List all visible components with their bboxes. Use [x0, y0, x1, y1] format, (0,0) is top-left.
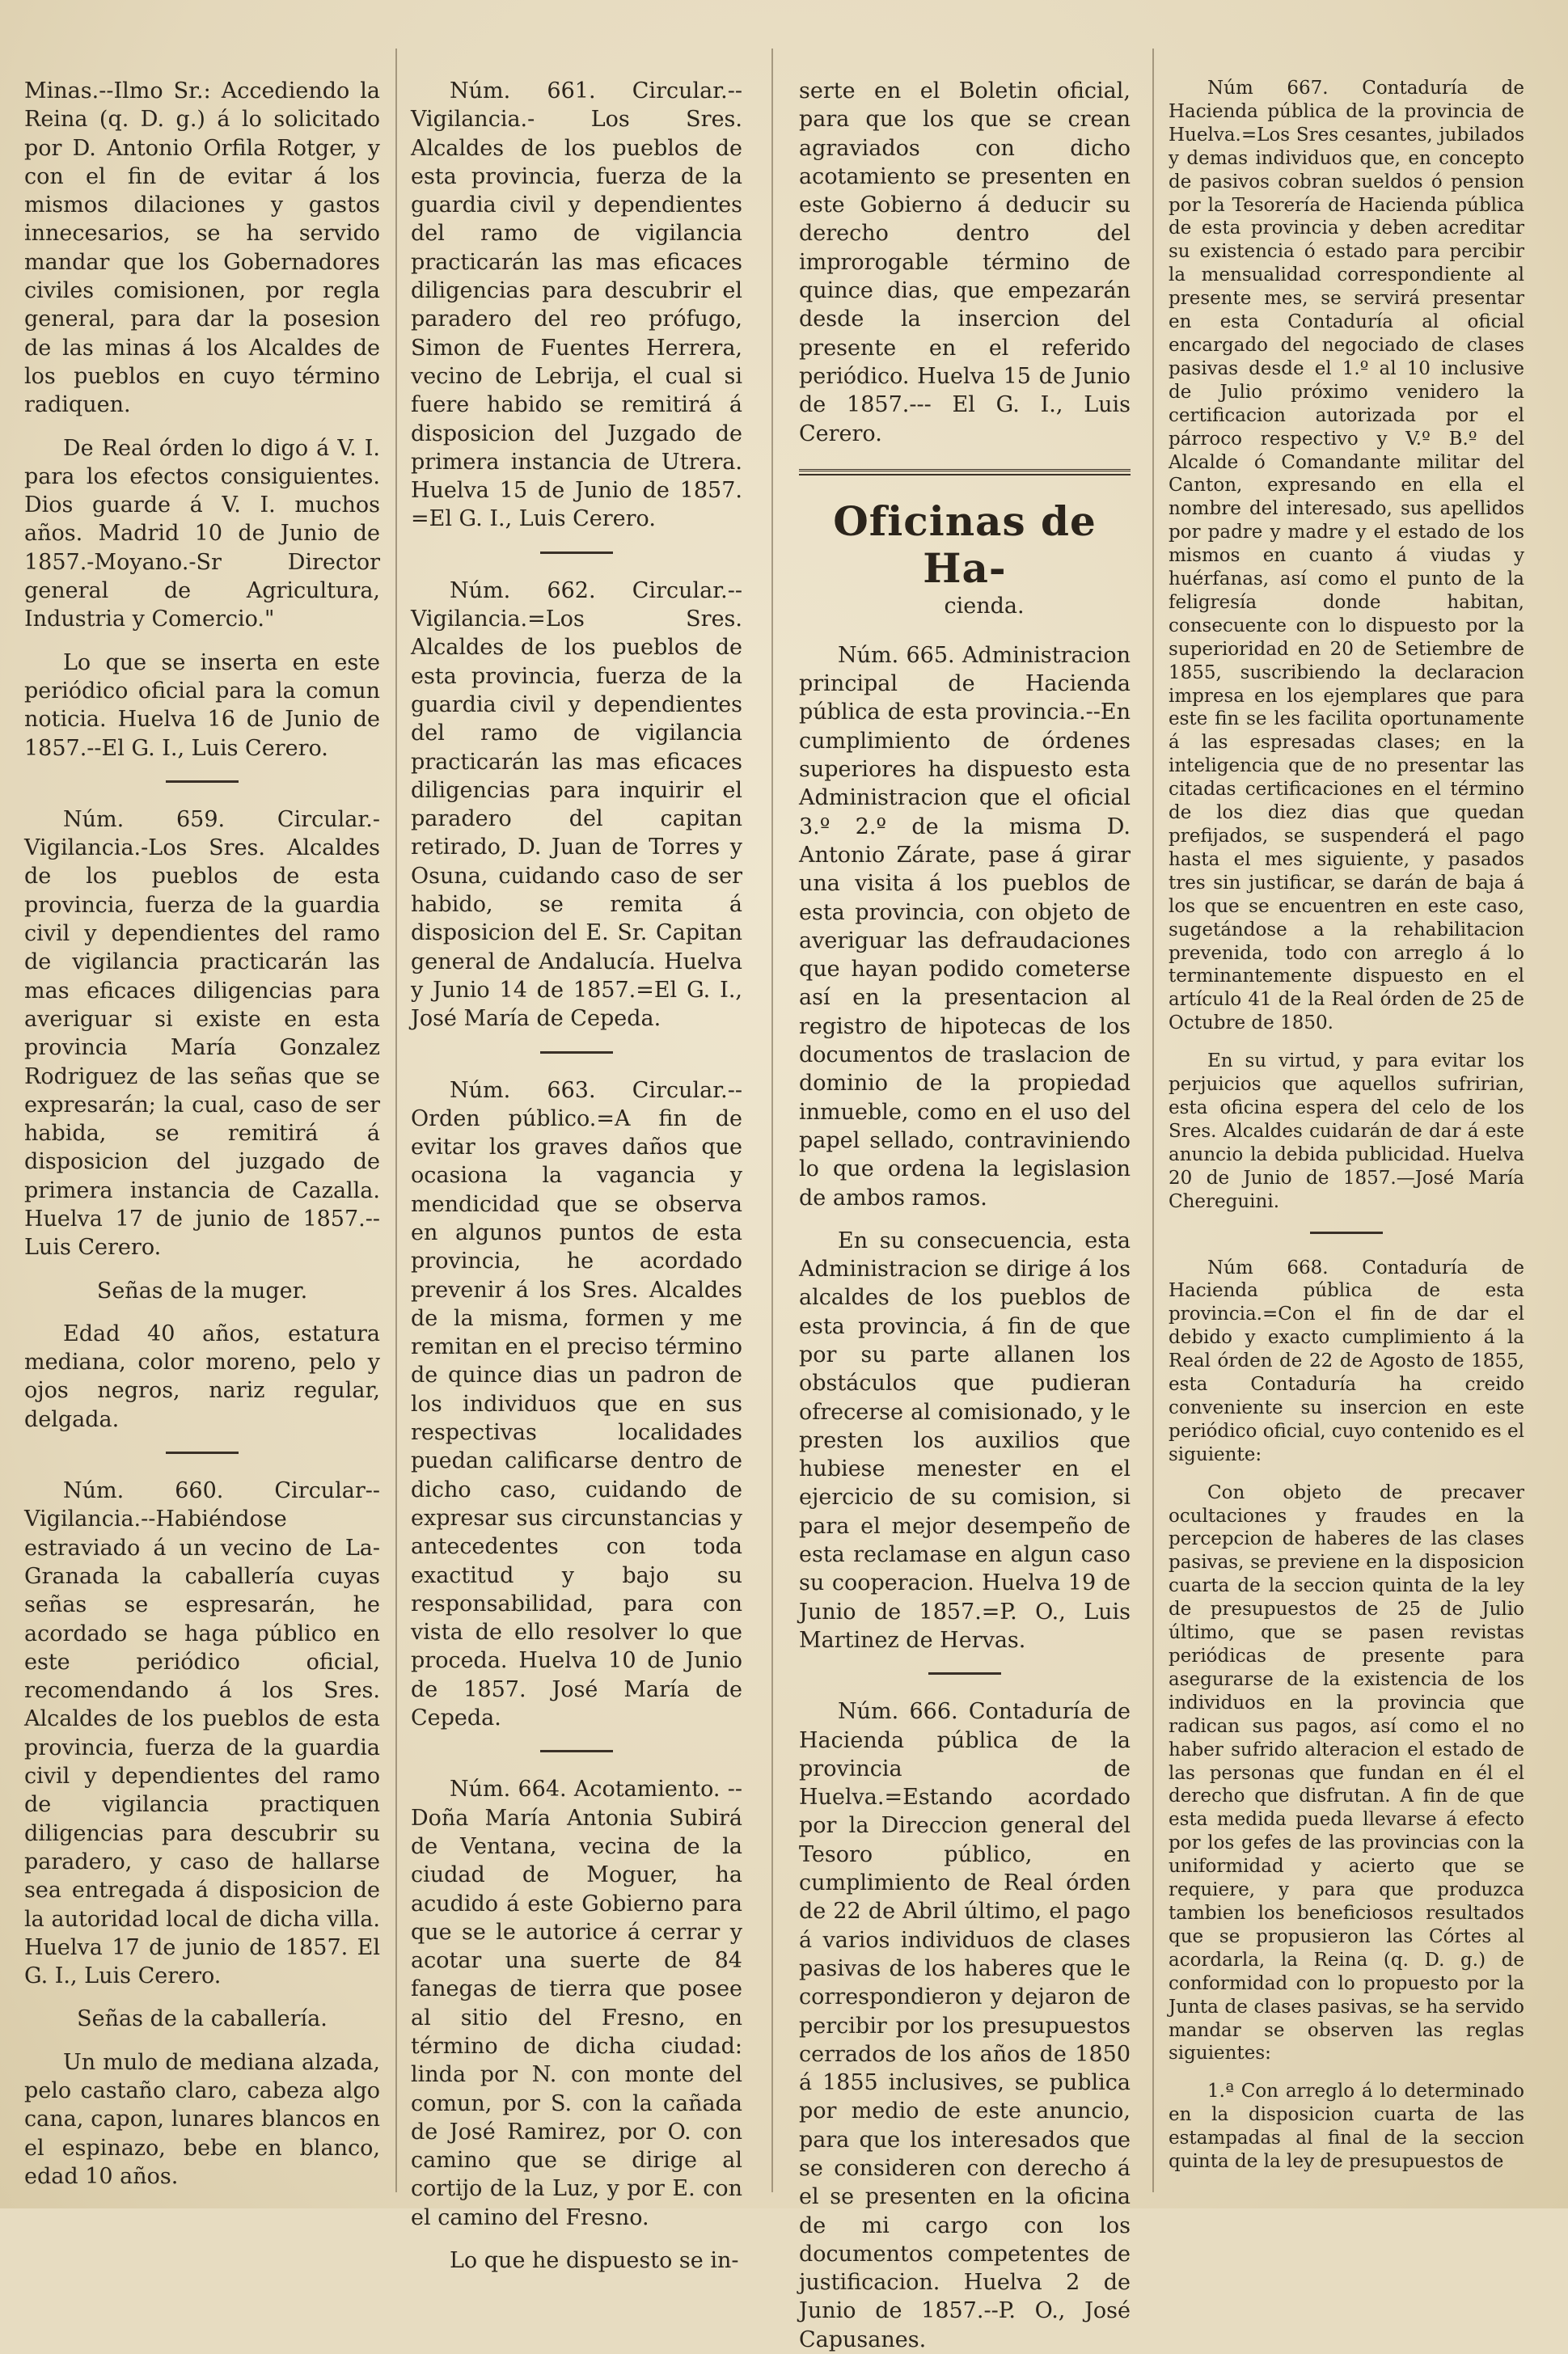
- article-paragraph: Núm 667. Contaduría de Hacienda pública de la provincia de Huelva.=Los Sres cesantes, jubilados y demas individuos que, en concepto de pasivos cobran sueldos ó pension por la Tesorería de Hacienda pública de esta provincia y deben acreditar su existencia ó estado para percibir la mensualidad correspondiente al presente mes, se servirá presentar en esta Contaduría al oficial encargado del negociado de clases pasivas desde el 1.º al 10 inclusive de Julio próximo venidero la certificacion autorizada por el párroco respectivo y V.º B.º del Alcalde ó Comandante militar del Canton, expresando en ella el nombre del interesado, sus apellidos por padre y madre y el estado de los mismos en cuanto á viudas y huérfanas, así como el punto de la feligresía donde habitan, consecuente con lo dispuesto por la superioridad en 20 de Setiembre de 1855, suscribiendo la declaracion impresa en los ejemplares que para este fin se les facilita oportunamente á las espresadas clases; en la inteligencia que de no presentar las citadas certificaciones en el término de los diez dias que quedan prefijados, se suspenderá el pago hasta el mes siguiente, y pasados tres sin justificar, se darán de baja á los que se encuentren en este caso, sugetándose a la rehabilitacion prevenida, todo con arreglo á lo terminantemente dispuesto en el artículo 41 de la Real órden de 25 de Octubre de 1850.: [1169, 78, 1524, 1034]
- section-heading-continuation: cienda.: [944, 593, 1025, 619]
- column-2: [411, 77, 742, 2274]
- separator: [540, 1750, 613, 1752]
- article-paragraph: Un mulo de mediana alzada, pelo castaño claro, cabeza algo cana, capon, lunares blancos en el espinazo, bebe en blanco, edad 10 años.: [24, 2049, 380, 2189]
- article-paragraph: Minas.--Ilmo Sr.: Accediendo la Reina (q. D. g.) á lo solicitado por D. Antonio Orfila Rotger, y con el fin de evitar á los mismos dilaciones y gastos innecesarios, se ha servido mandar que los Gobernadores civiles comisionen, por regla general, para dar la posesion de las minas á los Alcaldes de los pueblos en cuyo término radiquen.: [24, 78, 380, 418]
- article-paragraph: Con objeto de precaver ocultaciones y fraudes en la percepcion de haberes de las clases pasivas, se previene en la disposicion cuarta de la seccion quinta de la ley de presupuestos de 25 de Julio último, que se pasen revistas periódicas de presente para asegurarse de la existencia de los individuos en la provincia que radican sus pagos, así como el no haber sufrido alteracion el estado de las personas que fundan en él el derecho que disfrutan. A fin de que esta medida pueda llevarse á efecto por los gefes de las provincias con la uniformidad y acierto que se requiere, y para que produzca tambien los beneficiosos resultados que se propusieron las Córtes al acordarla, la Reina (q. D. g.) de conformidad con lo propuesto por la Junta de clases pasivas, se ha servido mandar se observen las reglas siguientes:: [1169, 1481, 1524, 2065]
- subheading: Señas de la caballería.: [77, 2006, 328, 2032]
- article-paragraph: Núm. 661. Circular.--Vigilancia.- Los Sres. Alcaldes de los pueblos de esta provincia, fuerza de la guardia civil y dependientes del ramo de vigilancia practicarán las mas eficaces diligencias para descubrir el paradero del reo prófugo, Simon de Fuentes Herrera, vecino de Lebrija, el cual si fuere habido se remitirá á disposicion del Juzgado de primera instancia de Utrera. Huelva 15 de Junio de 1857. =El G. I., Luis Cerero.: [411, 78, 742, 532]
- column-rule: [1152, 49, 1154, 2192]
- article-paragraph: Núm. 660. Circular--Vigilancia.--Habiéndose estraviado á un vecino de La-Granada la caballería cuyas señas se espresarán, he acordado se haga público en este periódico oficial, recomendando á los Sres. Alcaldes de los pueblos de esta provincia, fuerza de la guardia civil y dependientes del ramo de vigilancia practiquen diligencias para descubrir su paradero, y caso de hallarse sea entregada á disposicion de la autoridad local de dicha villa. Huelva 17 de junio de 1857. El G. I., Luis Cerero.: [24, 1478, 380, 1989]
- article-paragraph: 1.ª Con arreglo á lo determinado en la disposicion cuarta de las estampadas al final de la seccion quinta de la ley de presupuestos de: [1169, 2081, 1524, 2173]
- column-4: [1169, 77, 1524, 2208]
- article-paragraph: Núm. 663. Circular.--Orden público.=A fin de evitar los graves daños que ocasiona la vagancia y mendicidad que se observa en algunos puntos de esta provincia, he acordado prevenir á los Sres. Alcaldes de la misma, formen y me remitan en el preciso término de quince dias un padron de los individuos que en sus respectivas localidades puedan calificarse dentro de dicho caso, cuidando de expresar sus circunstancias y antecedentes con toda exactitud y bajo su responsabilidad, para con vista de ello resolver lo que proceda. Huelva 10 de Junio de 1857. José María de Cepeda.: [411, 1077, 742, 1731]
- article-paragraph: En su virtud, y para evitar los perjuicios que aquellos sufririan, esta oficina espera del celo de los Sres. Alcaldes cuidarán de dar á este anuncio la debida publicidad. Huelva 20 de Junio de 1857.—José María Chereguini.: [1169, 1050, 1524, 1212]
- article-paragraph: Lo que he dispuesto se in-: [450, 2248, 739, 2274]
- separator: [540, 552, 613, 554]
- article-paragraph: Núm 668. Contaduría de Hacienda pública de esta provincia.=Con el fin de dar el debido y exacto cumplimiento á la Real órden de 22 de Agosto de 1855, esta Contaduría ha creido conveniente su insercion en este periódico oficial, cuyo contenido es el siguiente:: [1169, 1257, 1524, 1465]
- article-paragraph: serte en el Boletin oficial, para que los que se crean agraviados con dicho acotamiento se presenten en este Gobierno á deducir su derecho dentro del improrogable término de quince dias, que empezarán desde la insercion del presente en el referido periódico. Huelva 15 de Junio de 1857.--- El G. I., Luis Cerero.: [799, 78, 1131, 446]
- separator: [540, 1051, 613, 1054]
- article-paragraph: Edad 40 años, estatura mediana, color moreno, pelo y ojos negros, nariz regular, delgada.: [24, 1321, 380, 1432]
- column-rule: [395, 49, 397, 2192]
- article-paragraph: Núm. 666. Contaduría de Hacienda pública de la provincia de Huelva.=Estando acordado por la Direccion general del Tesoro público, en cumplimiento de Real órden de 22 de Abril último, el pago á varios individuos de clases pasivas de los haberes que le correspondieron y dejaron de percibir por los presupuestos cerrados de los años de 1850 á 1855 inclusives, se publica por medio de este anuncio, para que los interesados que se consideren con derecho á el se presenten en la oficina de mi cargo con los documentos competentes de justificacion. Huelva 2 de Junio de 1857.--P. O., José Capusanes.: [799, 1699, 1131, 2352]
- column-1: [24, 77, 380, 2208]
- column-rule: [771, 49, 773, 2192]
- article-paragraph: En su consecuencia, esta Administracion se dirige á los alcaldes de los pueblos de esta provincia, á fin de que por su parte allanen los obstáculos que pudieran ofrecerse al comisionado, y le presten los auxilios que hubiese menester en el ejercicio de su comision, si para el mejor desempeño de esta reclamase en algun caso su cooperacion. Huelva 19 de Junio de 1857.=P. O., Luis Martinez de Hervas.: [799, 1228, 1131, 1653]
- article-paragraph: De Real órden lo digo á V. I. para los efectos consiguientes. Dios guarde á V. I. muchos años. Madrid 10 de Junio de 1857.-Moyano.-Sr Director general de Agricultura, Industria y Comercio.": [24, 435, 380, 632]
- article-paragraph: Lo que se inserta en este periódico oficial para la comun noticia. Huelva 16 de Junio de 1857.--El G. I., Luis Cerero.: [24, 649, 380, 761]
- article-paragraph: Núm. 665. Administracion principal de Hacienda pública de esta provincia.--En cumplimiento de órdenes superiores ha dispuesto esta Administracion que el oficial 3.º 2.º de la misma D. Antonio Zárate, pase á girar una visita á los pueblos de esta provincia, con objeto de averiguar las defraudaciones que hayan podido cometerse así en la presentacion al registro de hipotecas de los documentos de traslacion de dominio de la propiedad inmueble, como en el uso del papel sellado, contraviniendo lo que ordena la legislasion de ambos ramos.: [799, 642, 1131, 1211]
- separator: [928, 1672, 1001, 1675]
- article-paragraph: Núm. 664. Acotamiento. --Doña María Antonia Subirá de Ventana, vecina de la ciudad de Moguer, ha acudido á este Gobierno para que se le autorice á cerrar y acotar una suerte de 84 fanegas de tierra que posee al sitio del Fresno, en término de dicha ciudad: linda por N. con monte del comun, por S. con la cañada de José Ramirez, por O. con camino que se dirige al cortijo de la Luz, y por E. con el camino del Fresno.: [411, 1777, 742, 2230]
- separator: [166, 1452, 239, 1454]
- section-heading: Oficinas de Ha-: [833, 497, 1097, 592]
- section-rule: [799, 469, 1131, 475]
- separator: [166, 780, 239, 783]
- subheading: Señas de la muger.: [96, 1278, 308, 1304]
- article-paragraph: Núm. 659. Circular.-Vigilancia.-Los Sres. Alcaldes de los pueblos de esta provincia, fuerza de la guardia civil y dependientes del ramo de vigilancia practicarán las mas eficaces diligencias para averiguar si existe en esta provincia María Gonzalez Rodriguez de las señas que se expresarán; la cual, caso de ser habida, se remitirá á disposicion del juzgado de primera instancia de Cazalla. Huelva 17 de junio de 1857.--Luis Cerero.: [24, 806, 380, 1261]
- separator: [1310, 1232, 1383, 1234]
- article-paragraph: Núm. 662. Circular.--Vigilancia.=Los Sres. Alcaldes de los pueblos de esta provincia, fuerza de la guardia civil y dependientes del ramo de vigilancia practicarán las mas eficaces diligencias para inquirir el paradero del capitan retirado, D. Juan de Torres y Osuna, cuidando caso de ser habido, se remita á disposicion del E. Sr. Capitan general de Andalucía. Huelva y Junio 14 de 1857.=El G. I., José María de Cepeda.: [411, 577, 742, 1032]
- column-3: [799, 77, 1131, 2352]
